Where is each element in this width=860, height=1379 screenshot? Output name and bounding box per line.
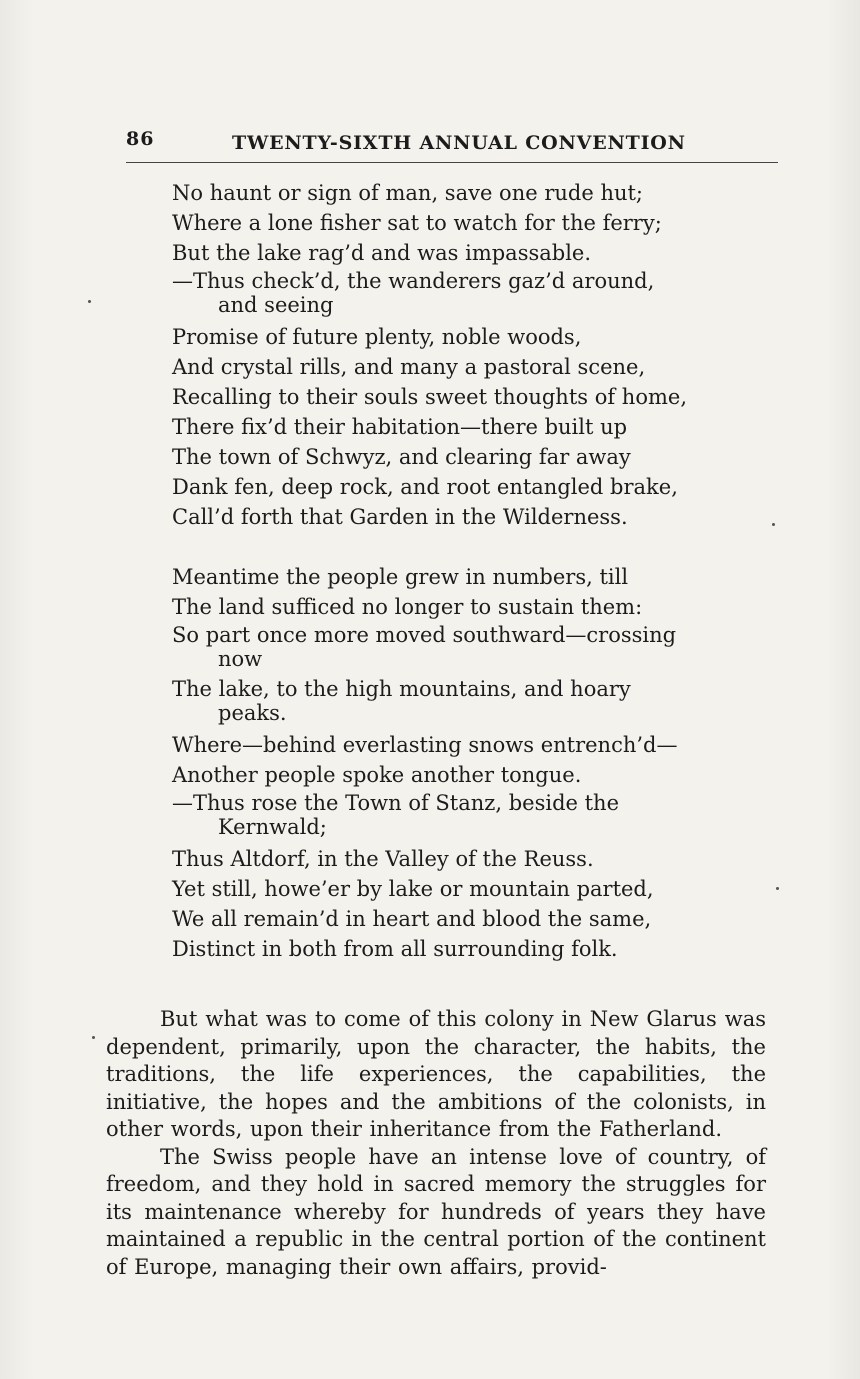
poem-line: Dank fen, deep rock, and root entangled brake, xyxy=(172,475,678,499)
page-header xyxy=(126,128,778,160)
prose-paragraph: But what was to come of this colony in New Glarus was dependent, primarily, upon the character, the habits, the traditions, the life experiences, the capabilities, the initiative, the hopes and the ambitions of the colonists, in other words, upon their inheritance from the Fatherland. xyxy=(106,1007,766,1141)
poem-line: Where a lone fisher sat to watch for the ferry; xyxy=(172,211,662,235)
poem-line: Promise of future plenty, noble woods, xyxy=(172,325,582,349)
print-speck xyxy=(772,523,775,526)
print-speck xyxy=(88,300,91,303)
poem-line: But the lake rag’d and was impassable. xyxy=(172,241,592,265)
poem-line: So part once more moved southward—crossing xyxy=(172,623,677,647)
poem-line: The lake, to the high mountains, and hoary xyxy=(172,677,631,701)
header-rule xyxy=(126,162,778,163)
poem-line: No haunt or sign of man, save one rude hut; xyxy=(172,181,644,205)
poem-line: The land sufficed no longer to sustain them: xyxy=(172,595,643,619)
poem-line-continuation: Kernwald; xyxy=(218,815,327,839)
poem-line: Thus Altdorf, in the Valley of the Reuss. xyxy=(172,847,594,871)
poem-stanza-1 xyxy=(172,178,772,532)
poem-line: Call’d forth that Garden in the Wilderness. xyxy=(172,505,628,529)
poem-line-continuation: and seeing xyxy=(218,293,334,317)
prose-section xyxy=(106,1006,766,1281)
poem-line: Distinct in both from all surrounding folk. xyxy=(172,937,618,961)
poem-line: Another people spoke another tongue. xyxy=(172,763,582,787)
poem-line: —Thus check’d, the wanderers gaz’d around, xyxy=(172,269,655,293)
poem-line: There fix’d their habitation—there built up xyxy=(172,415,628,439)
poem-line-continuation: peaks. xyxy=(218,701,287,725)
poem-line-continuation: now xyxy=(218,647,263,671)
page-number: 86 xyxy=(126,128,155,150)
poem-line: —Thus rose the Town of Stanz, beside the xyxy=(172,791,620,815)
poem-stanza-2 xyxy=(172,562,772,964)
running-title: TWENTY-SIXTH ANNUAL CONVENTION xyxy=(232,132,686,154)
poem-line: And crystal rills, and many a pastoral scene, xyxy=(172,355,646,379)
poem-line: Meantime the people grew in numbers, till xyxy=(172,565,629,589)
prose-paragraph: The Swiss people have an intense love of country, of freedom, and they hold in sacred memory the struggles for its maintenance whereby for hundreds of years they have maintained a republic in the central portion of the continent of Europe, managing their own affairs, provid- xyxy=(106,1144,766,1279)
print-speck xyxy=(776,887,779,890)
print-speck xyxy=(92,1036,95,1039)
poem-line: Recalling to their souls sweet thoughts of home, xyxy=(172,385,687,409)
poem-line: The town of Schwyz, and clearing far away xyxy=(172,445,631,469)
poem-line: Yet still, howe’er by lake or mountain parted, xyxy=(172,877,654,901)
poem-line: We all remain’d in heart and blood the same, xyxy=(172,907,652,931)
poem-line: Where—behind everlasting snows entrench’d— xyxy=(172,733,678,757)
